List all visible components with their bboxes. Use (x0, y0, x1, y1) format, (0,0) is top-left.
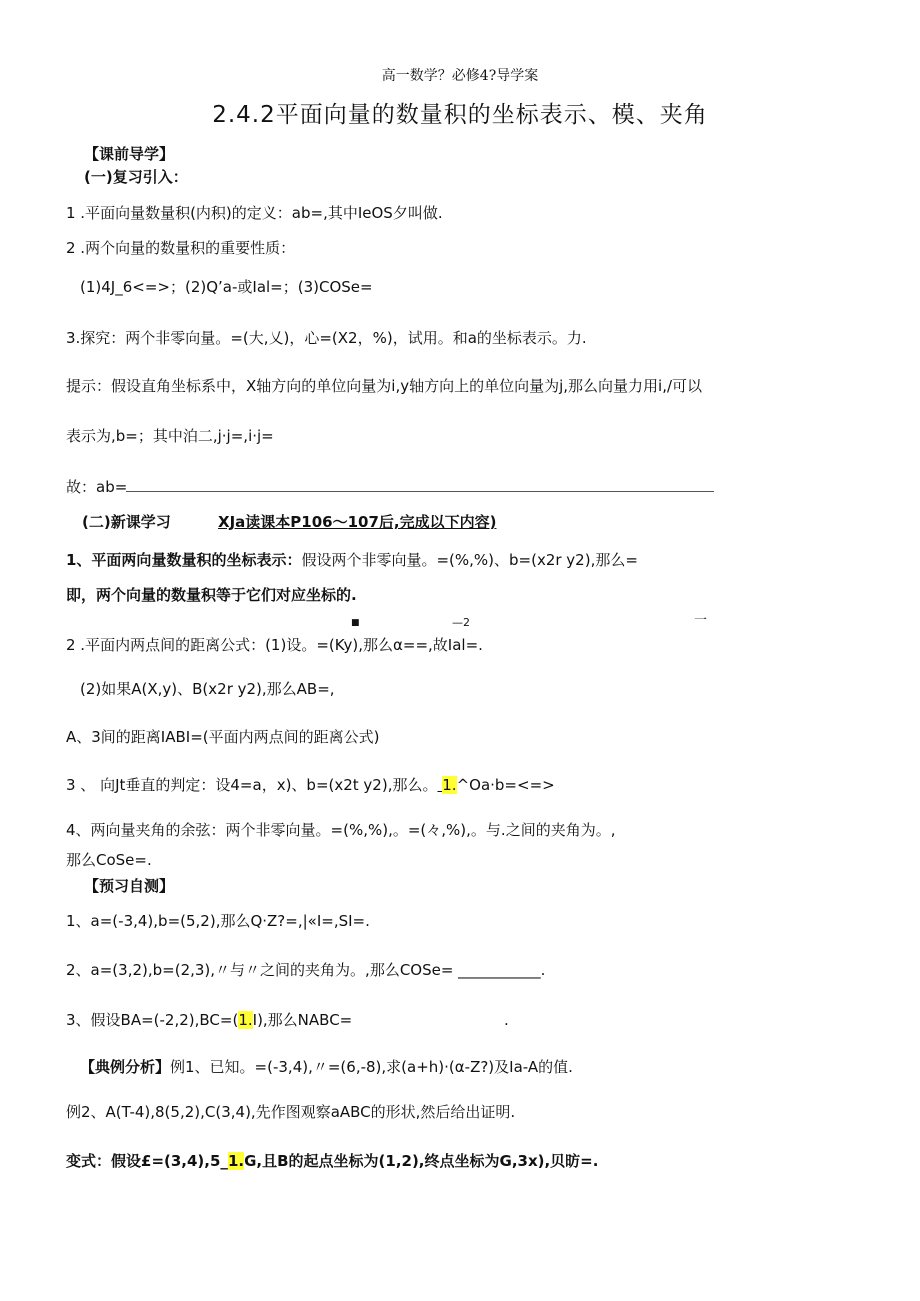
line-distance-points: (2)如果A(X,y)、B(x2r y2),那么AB=, (80, 680, 335, 698)
line-properties: 2 .两个向量的数量积的重要性质： (66, 239, 296, 257)
line-distance-between: A、3间的距离IABI=(平面内两点间的距离公式) (66, 728, 380, 746)
exercise-3-text: 3、假设BA=(-2,2),BC=( (66, 1011, 239, 1029)
example-2: 例2、A(T-4),8(5,2),C(3,4),先作图观察aABC的形状,然后给出证明. (66, 1103, 516, 1121)
example-heading: 【典例分析】 (80, 1058, 171, 1076)
variant-exercise (66, 1151, 598, 1171)
highlight-mark: 1. (227, 1152, 245, 1170)
overline-mark: 一 (694, 613, 708, 628)
superscript-mark: —2 (452, 616, 470, 629)
exercise-3-mid: I),那么NABC= (252, 1011, 353, 1029)
answer-underline (126, 491, 714, 492)
highlight-mark: 1. (442, 776, 457, 794)
line-perpendicular (66, 775, 555, 795)
line-distance-formula: 2 .平面内两点间的距离公式：(1)设。=(Ky),那么α==,故Ial=. (66, 636, 483, 654)
vector-mark: ■ (351, 618, 360, 628)
line-coordinate-formula-text: 假设两个非零向量。=(%,%)、b=(x2r y2),那么= (301, 551, 638, 569)
line-hint: 提示：假设直角坐标系中，X轴方向的单位向量为i,y轴方向上的单位向量为j,那么向量力用i,/可以 (66, 377, 703, 395)
line-coordinate-formula-label: 1、平面两向量数量积的坐标表示： (66, 551, 302, 569)
highlight-mark: 1. (238, 1011, 253, 1029)
line-perpendicular-end: ^Oa·b=<=> (456, 776, 555, 794)
line-cosine: 4、两向量夹角的余弦：两个非零向量。=(%,%),。=(々,%),。与.之间的夹角为。, (66, 821, 616, 839)
example-1 (80, 1057, 573, 1077)
exercise-3 (66, 1010, 352, 1030)
subsection-new-lesson: (二)新课学习 (82, 513, 171, 531)
reading-instruction: XJa读课本P106～107后,完成以下内容) (218, 513, 497, 531)
variant-text-end: G,且B的起点坐标为(1,2),终点坐标为G,3x),贝昉=. (244, 1152, 599, 1170)
line-property-list: (1)4J_6<=>；(2)Q’a-或Ial=；(3)COSe= (80, 278, 373, 296)
subsection-review: (一)复习引入： (84, 168, 188, 186)
page-title: 2.4.2平面向量的数量积的坐标表示、模、夹角 (212, 102, 708, 128)
line-cosine-cont: 那么CoSe=. (66, 851, 152, 869)
variant-text: 变式：假设£=(3,4),5_ (66, 1152, 228, 1170)
exercise-1: 1、a=(-3,4),b=(5,2),那么Q·Z?=,|«I=,SI=. (66, 912, 370, 930)
line-perpendicular-text: 3 、 向Jt垂直的判定：设4=a，x)、b=(x2t y2),那么。 (66, 776, 438, 794)
line-coordinate-formula (66, 550, 638, 570)
line-definition: 1 .平面向量数量积(内积)的定义：ab=,其中IeOS夕叫做. (66, 204, 443, 222)
line-explore: 3.探究：两个非零向量。=(大,乂)，心=(X2，%)，试用。和a的坐标表示。力. (66, 329, 587, 347)
example-1-text: 例1、已知。=(-3,4),〃=(6,-8),求(a+h)·(α-Z?)及Ia-A的值. (170, 1058, 573, 1076)
section-heading-self-test: 【预习自测】 (84, 877, 175, 895)
line-conclusion: 即，两个向量的数量积等于它们对应坐标的. (66, 586, 357, 604)
section-heading-preview: 【课前导学】 (84, 145, 175, 163)
line-therefore: 故：ab= (66, 478, 128, 496)
exercise-2: 2、a=(3,2),b=(2,3),〃与〃之间的夹角为。,那么COSe= ___________. (66, 961, 546, 979)
page-header: 高一数学？必修4?导学案 (381, 68, 539, 84)
exercise-3-period: . (504, 1011, 509, 1029)
line-hint-cont: 表示为,b=；其中泊二,j·j=,i·j= (66, 427, 274, 445)
